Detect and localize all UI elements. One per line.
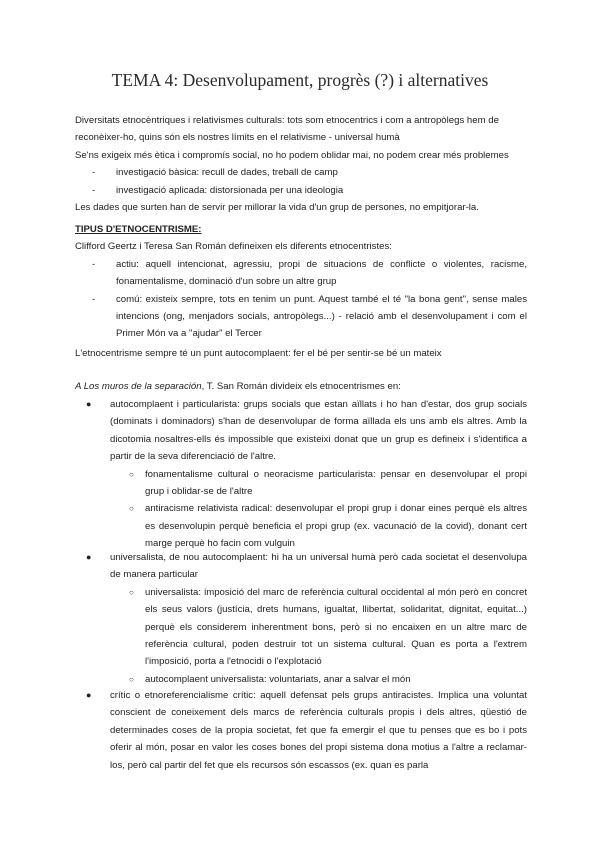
sub-bullet-item bbox=[75, 466, 527, 501]
intro-line: Se'ns exigeix més ètica i compromís social, no ho podem oblidar mai, no podem crear més problemes bbox=[75, 149, 509, 161]
autocomplaent-note: L'etnocentrisme sempre té un punt autocomplaent: fer el bé per sentir-se bé un mateix bbox=[75, 348, 442, 359]
list-item-text: comú: existeix sempre, tots en tenim un punt. Aquest també el té "la bona gent", sense males intencions (ong, menjadors socials, antropòlegs...) - relació amb el desenvolupament i com el Primer Món va a "ajudar" el Tercer bbox=[116, 293, 527, 340]
sub-bullet-item bbox=[75, 584, 527, 671]
muros-intro bbox=[75, 378, 527, 395]
list-item bbox=[75, 182, 527, 199]
intro-section bbox=[75, 112, 527, 216]
bullet-item bbox=[75, 687, 527, 774]
sub-bullet-item bbox=[75, 671, 527, 688]
intro-line: reconèixer-ho, quins són els nostres límits en el relativisme - universal humà bbox=[75, 132, 400, 144]
sub-bullet-item bbox=[75, 500, 527, 552]
list-item bbox=[75, 164, 527, 181]
section-heading: TIPUS D'ETNOCENTRISME: bbox=[75, 224, 202, 235]
bullet-item bbox=[75, 396, 527, 466]
sub-bullet-text: fonamentalisme cultural o neoracisme particularista: pensar en desenvolupar el propi grup i oblidar-se de l'altre bbox=[145, 468, 527, 498]
bullet-text: autocomplaent i particularista: grups socials que estan aïllats i ho han d'estar, dos grup socials (dominats i dominadors) s'han de desenvolupar de forma aïllada els uns amb els altres. Amb la dicotomia nosaltres-ells és impossible que existeixi donat que un grup es defineix i s'identifica a partir de la seva diferenciació de l'altre. bbox=[110, 399, 527, 463]
sub-bullet-text: antiracisme relativista radical: desenvolupar el propi grup i donar eines perquè els altres es desenvolupin perquè beneficia el propi grup (ex. vacunació de la covid), donant cert marge perquè ho facin com vulguin bbox=[145, 503, 527, 550]
sub-bullet-marker: ○ bbox=[129, 587, 134, 597]
list-item-text: actiu: aquell intencionat, agressiu, propi de situacions de conflicte o violentes, racisme, fonamentalisme, dominació d'un sobre un altre grup bbox=[116, 258, 527, 288]
bullet-item bbox=[75, 549, 527, 584]
sub-bullet-marker: ○ bbox=[129, 504, 134, 514]
dash-marker: - bbox=[92, 258, 96, 270]
intro-line: Diversitats etnocèntriques i relativismes culturals: tots som etnocentrics i com a antropòlegs hem de bbox=[75, 115, 499, 126]
sub-bullet-text: autocomplaent universalista: voluntariats, anar a salvar el món bbox=[145, 673, 411, 685]
sub-bullet-marker: ○ bbox=[129, 674, 134, 684]
dash-marker: - bbox=[92, 167, 96, 179]
intro-line: Les dades que surten han de servir per millorar la vida d'un grup de persones, no empitjorar-la. bbox=[75, 202, 479, 214]
sub-bullet-text: universalista: imposició del marc de referència cultural occidental al món però en concret els seus valors (justícia, drets humans, igualtat, llibertat, solidaritat, dignitat, equitat...) perquè els considerem inherentment bons, però si no encaixen en un altre marc de referència cultural, poden destruir tot un sistema cultural. Quan es porta a l'extrem l'imposició, porta a l'etnocidi o l'explotació bbox=[145, 586, 527, 668]
universalista-section bbox=[75, 549, 527, 688]
list-item-text: investigació aplicada: distorsionada per una ideologia bbox=[116, 184, 344, 196]
bullet-marker: ● bbox=[86, 552, 92, 562]
tipus-section bbox=[75, 221, 527, 343]
sub-bullet-marker: ○ bbox=[129, 469, 134, 479]
particularista-section bbox=[75, 396, 527, 553]
dash-marker: - bbox=[92, 184, 96, 196]
list-item-text: investigació bàsica: recull de dades, treball de camp bbox=[116, 167, 338, 179]
bullet-text: crític o etnoreferencialisme crític: aquell defensat pels grups antiracistes. Implica una voluntat conscient de coneixement dels marcs de referència culturals propis i dels altres, qüestió de determinades coses de la propia societat, fet que fa emergir el que tu penses que es bo i pots oferir al món, posar en valor les coses bones del propi sistema dona motius a l'altre a reclamar-los, però cal partir del fet que els recursos són escassos (ex. quan es parla bbox=[110, 690, 527, 771]
list-item-comu bbox=[75, 291, 527, 343]
critic-section bbox=[75, 687, 527, 774]
dash-marker: - bbox=[92, 293, 96, 305]
page-title: TEMA 4: Desenvolupament, progrès (?) i alternatives bbox=[111, 70, 489, 90]
bullet-marker: ● bbox=[86, 399, 92, 409]
bullet-marker: ● bbox=[86, 690, 92, 700]
muros-intro-text: , T. San Román divideix els etnocentrismes en: bbox=[201, 381, 401, 392]
book-title: A Los muros de la separación bbox=[75, 381, 202, 392]
list-item-actiu bbox=[75, 256, 527, 291]
bullet-text: universalista, de nou autocomplaent: hi ha un universal humà però cada societat el desenvolupa de manera particular bbox=[110, 552, 527, 581]
section-lead: Clifford Geertz i Teresa San Román defineixen els diferents etnocentristes: bbox=[75, 241, 392, 253]
